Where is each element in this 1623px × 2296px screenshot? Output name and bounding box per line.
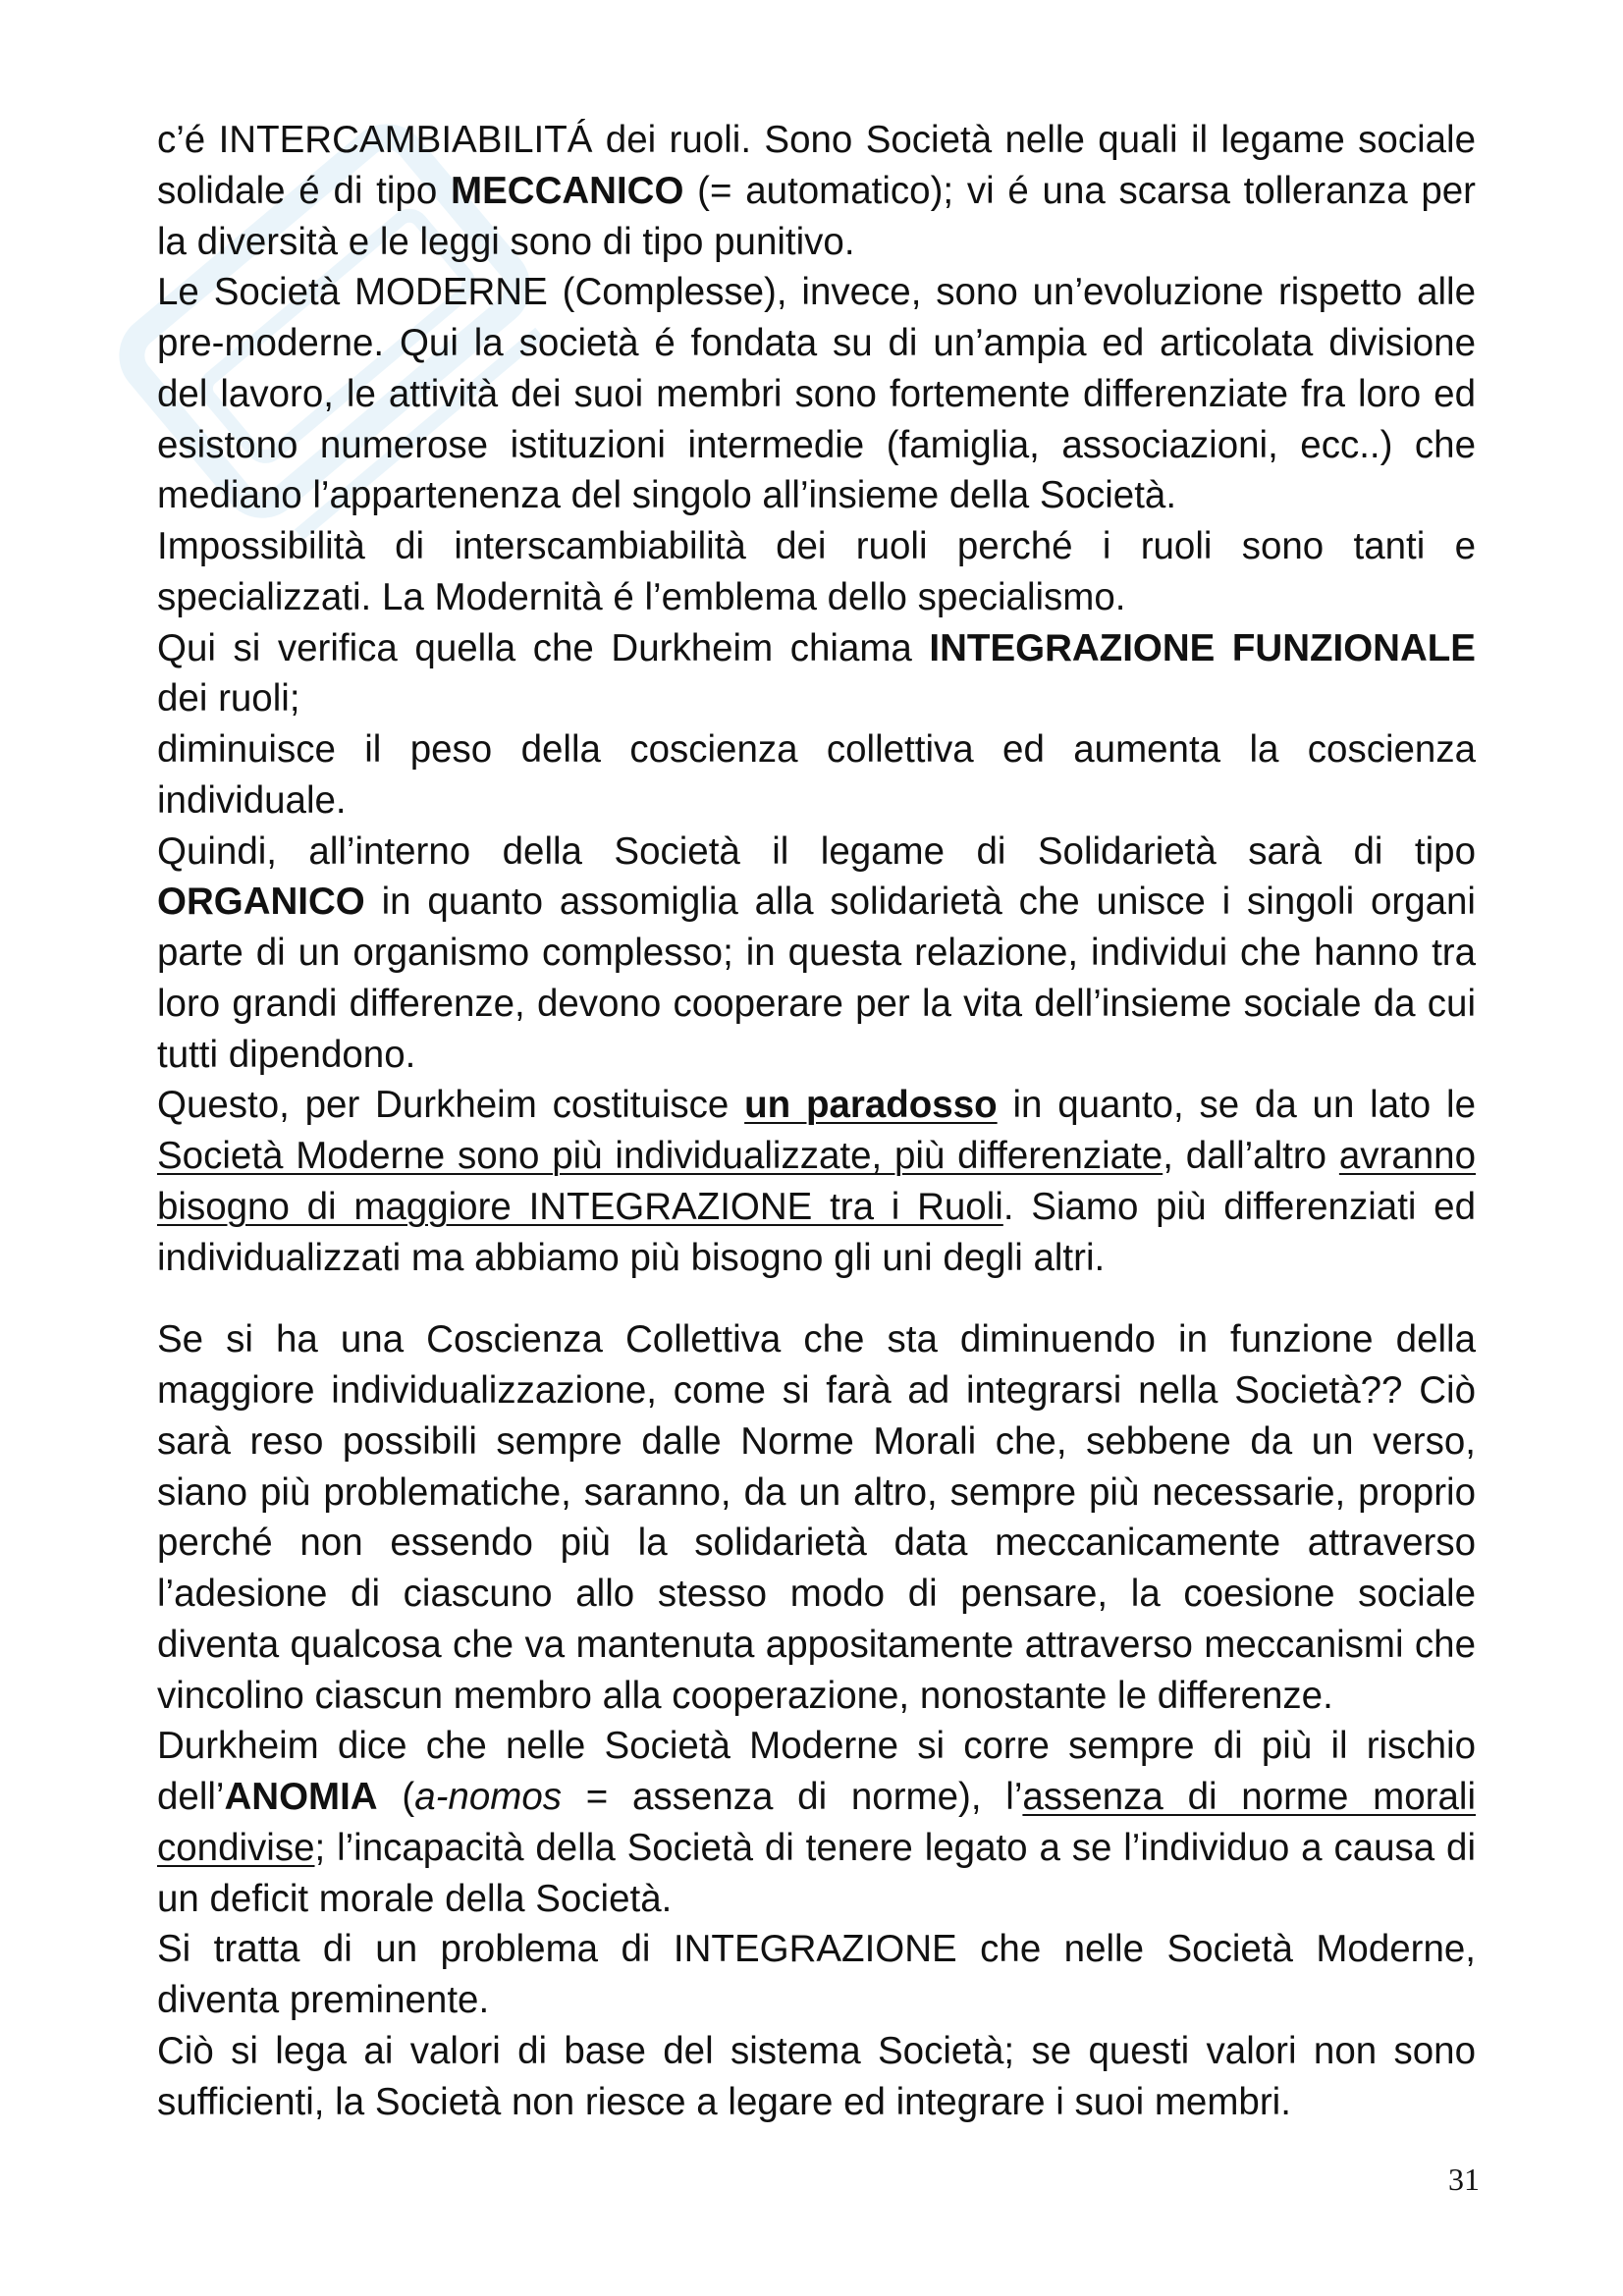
page-number: 31 <box>1448 2162 1480 2197</box>
text-segment: Quindi, all’interno della Società il legame di Solidarietà sarà di tipo <box>157 829 1476 873</box>
paragraph <box>157 1314 1476 1721</box>
text-segment: in quanto assomiglia alla solidarietà che unisce i singoli organi parte di un organismo complesso; in questa relazione, individui che hanno tra loro grandi differenze, devono cooperare per la vita dell’insieme sociale da cui tutti dipendono. <box>157 881 1476 1076</box>
text-segment: Se si ha una Coscienza Collettiva che sta diminuendo in funzione della maggiore individualizzazione, come si farà ad integrarsi nella Società?? Ciò sarà reso possibili sempre dalle Norme Morali che, sebbene da un verso, siano più problematiche, saranno, da un altro, sempre più necessarie, proprio perché non essendo più la solidarietà data meccanicamente attraverso l’adesione di ciascuno allo stesso modo di pensare, la coesione sociale diventa qualcosa che va mantenuta appositamente attraverso meccanismi che vincolino ciascun membro alla cooperazione, nonostante le differenze. <box>157 1318 1476 1717</box>
paragraph <box>157 2026 1476 2128</box>
text-segment: Le Società MODERNE (Complesse), invece, sono un’evoluzione rispetto alle pre-moderne. Qui la società é fondata su di un’ampia ed articolata divisione del lavoro, le attività dei suoi membri sono fortemente differenziate fra loro ed esistono numerose istituzioni intermedie (famiglia, associazioni, ecc..) che mediano l’appartenenza del singolo all’insieme della Società. <box>157 271 1476 517</box>
text-segment: in quanto, se da un lato le <box>997 1084 1476 1127</box>
text-segment: Durkheim dice che nelle Società Moderne si corre sempre di più il rischio dell’ <box>157 1725 1476 1818</box>
text-segment: Impossibilità di interscambiabilità dei ruoli perché i ruoli sono tanti e specializzati. La Modernità é l’emblema dello specialismo. <box>157 525 1476 618</box>
paragraph <box>157 623 1476 725</box>
bold-text: un paradosso <box>744 1084 998 1127</box>
bold-text: ANOMIA <box>224 1776 378 1818</box>
bold-text: MECCANICO <box>451 169 684 212</box>
text-segment: = assenza di norme), l’ <box>562 1776 1023 1818</box>
bold-text: ORGANICO <box>157 881 365 924</box>
text-segment: c’é INTERCAMBIABILITÁ dei ruoli. Sono Società nelle quali il legame sociale solidale é di tipo <box>157 119 1476 212</box>
underlined-text: avranno bisogno di maggiore INTEGRAZIONE tra i Ruoli <box>157 1135 1477 1228</box>
bold-text: INTEGRAZIONE FUNZIONALE <box>929 626 1476 669</box>
paragraph <box>157 1924 1476 2026</box>
text-segment: Ciò si lega ai valori di base del sistema Società; se questi valori non sono sufficienti, la Società non riesce a legare ed integrare i suoi membri. <box>157 2029 1476 2123</box>
text-segment: , dall’altro <box>1163 1135 1339 1177</box>
underlined-text: Società Moderne sono più individualizzate, più differenziate <box>157 1135 1163 1177</box>
text-segment: . Siamo più differenziati ed individualizzati ma abbiamo più bisogno gli uni degli altri. <box>157 1185 1477 1279</box>
underlined-text: assenza di norme morali condivise <box>157 1776 1476 1869</box>
text-segment: Qui si verifica quella che Durkheim chiama <box>157 626 930 669</box>
paragraph <box>157 1721 1476 1924</box>
text-segment: ( <box>377 1776 415 1818</box>
paragraph <box>157 521 1476 623</box>
paragraph <box>157 267 1476 521</box>
text-segment: dei ruoli; <box>157 677 300 721</box>
paragraph <box>157 827 1476 1081</box>
text-segment: (= automatico); vi é una scarsa tolleranza per la diversità e le leggi sono di tipo punitivo. <box>157 169 1476 263</box>
paragraph <box>157 724 1476 827</box>
text-segment: Si tratta di un problema di INTEGRAZIONE che nelle Società Moderne, diventa preminente. <box>157 1928 1476 2021</box>
paragraph <box>157 1080 1476 1283</box>
text-segment: Questo, per Durkheim costituisce <box>157 1084 745 1127</box>
text-segment: diminuisce il peso della coscienza collettiva ed aumenta la coscienza individuale. <box>157 728 1476 822</box>
text-segment: ; l’incapacità della Società di tenere legato a se l’individuo a causa di un deficit morale della Società. <box>157 1826 1476 1920</box>
paragraph <box>157 115 1476 267</box>
text-segment: a-nomos <box>414 1776 562 1818</box>
document-body <box>157 115 1476 2127</box>
